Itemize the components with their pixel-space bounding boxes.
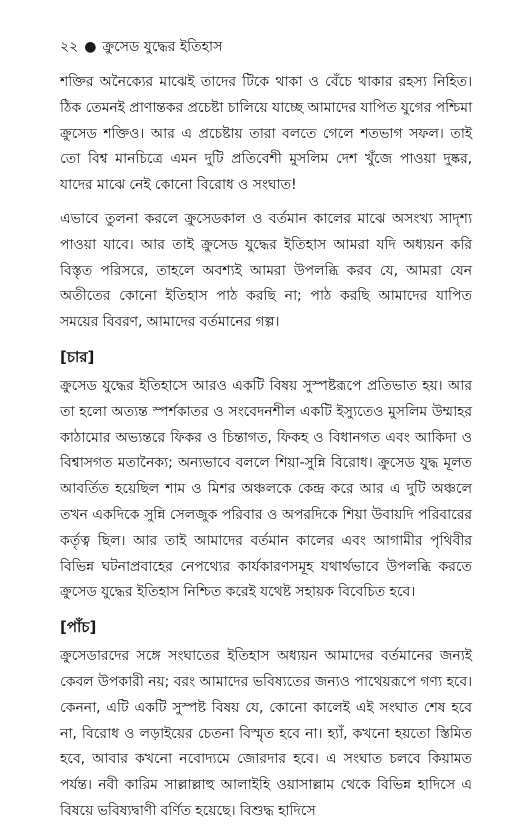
bullet-separator: ● [84,39,97,55]
page-number: ২২ [60,39,79,55]
running-header [60,38,488,56]
section-heading-five: [পাঁচ] [60,618,97,637]
paragraph-4: ক্রুসেডারদের সঙ্গে সংঘাতের ইতিহাস অধ্যয়ন আমাদের বর্তমানের জন্যই কেবল উপকারী নয়; বরং আমাদের ভবিষ্যতের জন্যও পাথেয়রূপে গণ্য হবে। কেননা, এটি একটি সুস্পষ্ট বিষয় যে, কোনো কালেই এই সংঘাত শেষ হবে না, বিরোধ ও লড়াইয়ের চেতনা বিস্মৃত হবে না। হ্যাঁ, কখনো হয়তো স্তিমিত হবে, আবার কখনো নবোদ্যমে জোরদার হবে। এ সংঘাত চলবে কিয়ামত পর্যন্ত। নবী কারিম সাল্লাল্লাহু আলাইহি ওয়াসাল্লাম থেকে বিভিন্ন হাদিসে এ বিষয়ে ভবিষ্যদ্বাণী বর্ণিত হয়েছে। বিশুদ্ধ হাদিসে [60,648,472,819]
paragraph-2: এভাবে তুলনা করলে ক্রুসেডকাল ও বর্তমান কালের মাঝে অসংখ্য সাদৃশ্য পাওয়া যাবে। আর তাই ক্রুসেড যুদ্ধের ইতিহাস আমরা যদি অধ্যয়ন করি বিস্তৃত পরিসরে, তাহলে অবশ্যই আমরা উপলব্ধি করব যে, আমরা যেন অতীতের কোনো ইতিহাস পাঠ করছি না; পাঠ করছি আমাদের যাপিত সময়ের বিবরণ, আমাদের বর্তমানের গল্প। [60,210,472,331]
paragraph-3: ক্রুসেড যুদ্ধের ইতিহাসে আরও একটি বিষয় সুস্পষ্টরূপে প্রতিভাত হয়। আর তা হলো অত্যন্ত স্পর্শকাতর ও সংবেদনশীল একটি ইস্যুতেও মুসলিম উম্মাহর কাঠামোর অভ্যন্তরে ফিকর ও চিন্তাগত, ফিকহ ও বিধানগত এবং আকিদা ও বিশ্বাসগত মতানৈক্য; অন্যভাবে বললে শিয়া-সুন্নি বিরোধ। ক্রুসেড যুদ্ধ মূলত আবর্তিত হয়েছিল শাম ও মিশর অঞ্চলকে কেন্দ্র করে আর এ দুটি অঞ্চলে তখন একদিকে সুন্নি সেলজুক পরিবার ও অপরদিকে শিয়া উবায়দি পরিবারের কর্তৃত্ব ছিল। আর তাই আমাদের বর্তমান কালের এবং আগামীর পৃথিবীর বিভিন্ন ঘটনাপ্রবাহের নেপথ্যের কার্যকারণসমূহ যথার্থভাবে উপলব্ধি করতে ক্রুসেড যুদ্ধের ইতিহাস নিশ্চিত করেই যথেষ্ট সহায়ক বিবেচিত হবে। [60,377,472,601]
running-title: ক্রুসেড যুদ্ধের ইতিহাস [102,39,223,55]
page-body [60,70,472,833]
paragraph-1: শক্তির অনৈক্যের মাঝেই তাদের টিকে থাকা ও বেঁচে থাকার রহস্য নিহিত। ঠিক তেমনই প্রাণান্তকর প্রচেষ্টা চালিয়ে যাচ্ছে আমাদের যাপিত যুগের পশ্চিমা ক্রুসেড শক্তিও। আর এ প্রচেষ্টায় তারা বলতে গেলে শতভাগ সফল। তাই তো বিশ্ব মানচিত্রে এমন দুটি প্রতিবেশী মুসলিম দেশ খুঁজে পাওয়া দুষ্কর, যাদের মাঝে নেই কোনো বিরোধ ও সংঘাত! [60,74,472,194]
section-heading-four: [চার] [60,347,95,366]
